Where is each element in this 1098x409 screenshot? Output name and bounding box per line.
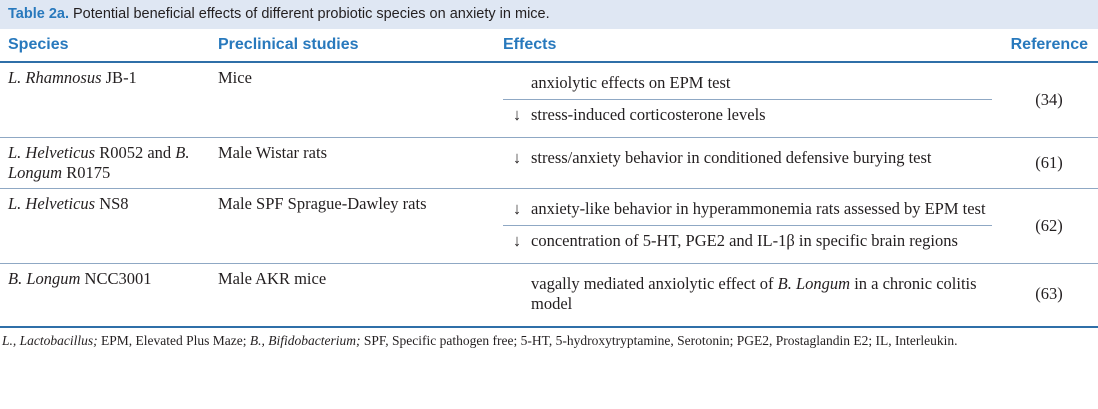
table-caption — [0, 0, 1098, 30]
footnote-text-1: EPM, Elevated Plus Maze; — [97, 332, 250, 348]
cell-species — [0, 263, 210, 325]
table-caption-label: Table 2a. — [8, 6, 69, 22]
effects-list — [503, 143, 992, 174]
table-row — [0, 189, 1098, 264]
arrow-down-icon: ↓ — [512, 199, 522, 219]
cell-species — [0, 62, 210, 137]
table-header-row — [0, 30, 1098, 62]
column-header-preclinical-studies: Preclinical studies — [210, 30, 495, 62]
effect-text: anxiety-like behavior in hyperammonemia rats assessed by EPM test — [531, 199, 986, 219]
arrow-down-icon: ↓ — [512, 147, 522, 167]
arrow-icon — [503, 269, 531, 320]
table-header — [0, 30, 1098, 62]
cell-preclinical-study: Male Wistar rats — [210, 137, 495, 189]
arrow-down-icon: ↓ — [503, 226, 531, 257]
effect-text-post: in a chronic colitis model — [531, 273, 977, 313]
cell-reference: (61) — [1000, 137, 1098, 189]
table-caption-text: Potential beneficial effects of different probiotic species on anxiety in mice. — [73, 6, 550, 22]
table-row — [0, 137, 1098, 189]
cell-effects — [495, 189, 1000, 264]
cell-preclinical-study: Male SPF Sprague-Dawley rats — [210, 189, 495, 264]
cell-species — [0, 189, 210, 264]
cell-preclinical-study: Male AKR mice — [210, 263, 495, 325]
column-header-reference: Reference — [1000, 30, 1098, 62]
species-name-italic: B. Longum — [8, 268, 81, 288]
effects-list — [503, 194, 992, 257]
species-name-italic: L. Helveticus — [8, 194, 96, 214]
cell-reference: (62) — [1000, 189, 1098, 264]
cell-reference: (34) — [1035, 89, 1063, 109]
species-name-italic: L. Rhamnosus — [8, 68, 102, 88]
species-name-strain: R0052 and — [95, 142, 176, 162]
footnote-abbrev-lactobacillus: L., Lactobacillus; — [2, 332, 98, 348]
column-header-effects: Effects — [495, 30, 1000, 62]
cell-effects — [495, 263, 1000, 325]
effect-item — [503, 68, 992, 99]
effect-text — [531, 269, 992, 320]
effect-text: stress-induced corticosterone levels — [531, 99, 992, 130]
species-name-strain: NCC3001 — [80, 268, 152, 288]
effect-item — [503, 194, 992, 225]
species-name-strain: JB-1 — [101, 68, 137, 88]
effect-item — [503, 269, 992, 320]
table-footnote — [0, 328, 1098, 354]
table-body — [0, 62, 1098, 325]
species-name-strain: NS8 — [95, 194, 129, 214]
effect-text: anxiolytic effects on EPM test — [531, 73, 731, 93]
table-row — [0, 263, 1098, 325]
cell-effects — [495, 137, 1000, 189]
data-table — [0, 30, 1098, 325]
effect-text: concentration of 5-HT, PGE2 and IL-1β in specific brain regions — [531, 226, 992, 257]
species-name-strain-2: R0175 — [62, 162, 111, 182]
species-name-italic-2: B. Longum — [8, 142, 190, 182]
cell-reference: (63) — [1000, 263, 1098, 325]
effect-item — [503, 226, 992, 257]
effect-item — [503, 99, 992, 130]
cell-species — [0, 137, 210, 189]
effects-list — [503, 269, 992, 320]
column-header-species: Species — [0, 30, 210, 62]
cell-preclinical-study: Mice — [218, 68, 252, 88]
effect-text-pre: vagally mediated anxiolytic effect of — [531, 273, 778, 293]
cell-effects — [495, 62, 1000, 137]
effects-list — [503, 68, 992, 131]
arrow-down-icon: ↓ — [503, 99, 531, 130]
footnote-abbrev-bifidobacterium: B., Bifidobacterium; — [249, 332, 361, 348]
effect-item — [503, 143, 992, 174]
footnote-text-2: SPF, Specific pathogen free; 5-HT, 5-hydroxytryptamine, Serotonin; PGE2, Prostaglandin E2; IL, Interleukin. — [360, 332, 958, 348]
table-row — [0, 62, 1098, 137]
effect-text-italic: B. Longum — [777, 273, 851, 293]
effect-text: stress/anxiety behavior in conditioned defensive burying test — [531, 147, 932, 167]
arrow-icon — [503, 68, 531, 99]
species-name-italic: L. Helveticus — [8, 142, 96, 162]
